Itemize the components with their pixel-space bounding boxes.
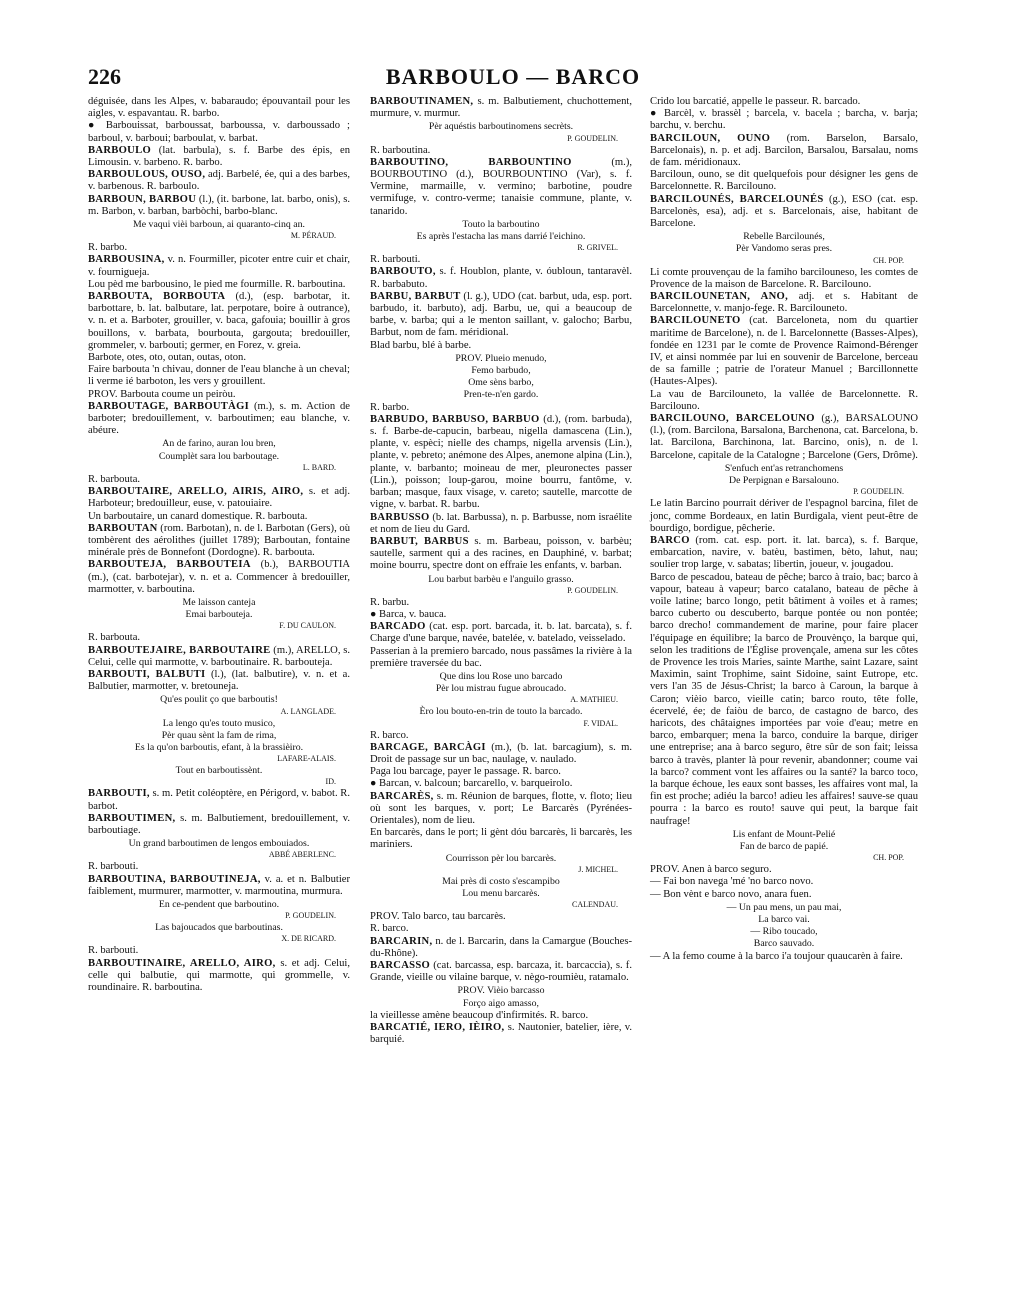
- entry-headword: BARBOUTAIRE, ARELLO, AIRIS, AIRO,: [88, 486, 304, 498]
- entry-headword: BARBU, BARBUT: [370, 290, 461, 302]
- dictionary-entry: [370, 1022, 632, 1046]
- quotation-line: — Ribo toucado,: [750, 926, 818, 938]
- quotation-line: Pèr quau sènt la fam de rima,: [161, 729, 277, 741]
- entry-definition: (l.), (lat. balbutire), v. n. et a. Balbutier, marmotter, v. bretouneja.: [88, 668, 350, 693]
- dictionary-entry: [650, 133, 918, 170]
- entry-headword: BARBOUTO,: [370, 266, 436, 278]
- entry-definition: En barcarès, dans le port; li gènt dóu barcarès, li barcarès, les mariniers.: [370, 827, 632, 851]
- entry-headword: BARBOUTIMEN,: [88, 812, 176, 824]
- entry-headword: BARCARÈS,: [370, 790, 434, 802]
- entry-text: [370, 923, 632, 935]
- dictionary-entry: [88, 169, 350, 193]
- entry-definition: R. barbu.: [370, 596, 410, 608]
- quotation-line: S'enfuch ent'as retranchomens: [724, 462, 844, 474]
- quotation-author: M. PÉRAUD.: [290, 231, 336, 241]
- quotation-line: Pèr Vandomo seras pres.: [735, 243, 833, 255]
- entry-definition: Paga lou barcage, payer le passage. R. barco.: [370, 766, 561, 778]
- entry-headword: BARBOUTEJAIRE, BARBOUTAIRE: [88, 644, 271, 656]
- dictionary-entry: [88, 813, 350, 837]
- entry-definition: Faire barbouta 'n chivau, donner de l'eau blanche à un cheval; li verme ié barboton, les vers y grouillent.: [88, 364, 350, 388]
- entry-definition: — Fai bon navega 'mé 'no barco novo.: [650, 876, 814, 888]
- entry-definition: (g.), ESO (cat. esp. Barcelonès, esa), adj. et s. Barcelonais, aise, habitant de Barcelone.: [650, 193, 918, 230]
- entry-text: [650, 389, 918, 413]
- entry-definition: Lou pèd me barbousino, le pied me fourmille. R. barboutina.: [88, 278, 346, 290]
- quotation-line: Un grand barboutimen de lengos embouiados.: [128, 838, 310, 850]
- quotation-author: P. GOUDELIN.: [853, 487, 904, 497]
- entry-definition: ● Barca, v. bauca.: [370, 608, 447, 620]
- entry-headword: BARBOUTA, BORBOUTA: [88, 291, 226, 303]
- quotation-line: Coumplèt sara lou barboutage.: [158, 450, 280, 462]
- entry-definition: R. barbouti.: [88, 945, 139, 957]
- entry-definition: PROV. Anen à barco seguro.: [650, 864, 772, 876]
- entry-definition: (l.), (it. barbone, lat. barbo, onis), s. m. Barbon, v. barban, barbòchi, barbo-blanc.: [88, 193, 350, 217]
- entry-definition: (cat. esp. port. barcada, it. b. lat. barcata), s. f. Charge d'une barque, navée, batelée, v. batelado, veisselado.: [370, 621, 632, 645]
- entry-text: [88, 389, 350, 401]
- quotation-line: Que dins lou Rose uno barcado: [439, 670, 563, 682]
- entry-text: [370, 340, 632, 352]
- quotation-line: PROV. Vièio barcasso: [457, 985, 545, 997]
- entry-headword: BARCILOUNO, BARCELOUNO: [650, 413, 815, 425]
- dictionary-entry: [370, 791, 632, 828]
- quotation-author: P. GOUDELIN.: [567, 133, 618, 143]
- entry-headword: BARCO: [650, 534, 690, 546]
- entry-definition: (d.), (esp. barbotar, it. barbottare, b. lat. balbutare, lat. perpotare, boire à outrance), v. n. et a. Barboter, grouiller, v. baca, gafouia; bouillir à gros bouillons, v. barbata, bourbouta, gargouta; bredouiller, grommeler, v. barbouti; germer, en Forez, v. greia.: [88, 291, 351, 351]
- entry-definition: (m.), BOURBOUTINO (d.), BOURBOUNTINO (Var), s. f. Vermine, marmaille, v. vermino; barbotine, poudre vermifuge, v. contro-verme; tanaisie commune, plante, v. tanarido.: [370, 156, 632, 217]
- entry-definition: Crido lou barcatié, appelle le passeur. R. barcado.: [650, 96, 861, 107]
- dictionary-entry: [88, 145, 350, 169]
- entry-definition: R. barbouta.: [88, 473, 141, 485]
- entry-definition: R. barbouti.: [88, 861, 139, 873]
- entry-definition: — A la femo coume à la barco i'a toujour quaucarèn à faire.: [650, 950, 903, 962]
- entry-definition: s. m. Balbutiement, bredouillement, v. barboutiage.: [88, 812, 350, 836]
- dictionary-entry: [370, 936, 632, 960]
- entry-definition: s. m. Petit coléoptère, en Périgord, v. babot. R. barbot.: [88, 788, 350, 812]
- entry-headword: BARBOULO: [88, 144, 152, 156]
- dictionary-entry: [370, 96, 632, 120]
- quotation-author: X. DE RICARD.: [281, 934, 336, 944]
- quotation-line: Touto la barboutino: [462, 218, 540, 230]
- entry-text: [370, 911, 632, 923]
- entry-text: [650, 96, 918, 108]
- quotation-line: Barco sauvado.: [753, 938, 815, 950]
- entry-text: [650, 889, 918, 901]
- entry-text: [88, 120, 350, 144]
- running-title: BARBOULO — BARCO: [385, 64, 641, 89]
- dictionary-entry: [370, 536, 632, 573]
- quotation-author: CALENDAU.: [572, 900, 618, 910]
- entry-definition: Barco de pescadou, bateau de pêche; barco à traio, bac; barco à vapour, bateau à vapeur; barco catalano, bateau de pêche à voile latine; barco longo, petit bâtiment à voiles et à rames; barco cuberto ou descuberto, barque pontée ou non pontée; barco drecho! commandement de marine, pour faire placer l'équipage en équilibre; la barco de Prouvènço, la barque qui, selon les traditions de l'Église provençale, amena sur les côtes de Provence les trois Maries, sainte Marthe, saint Lazare, saint Maximin, saint Trophime, saint Sidoine, saint Eutrope, etc. vers l'an 35 de Jésus-Christ; la barco à Caroun, la barque à Caron; vièio barco, vieille catin; barco routo, tête folle, écervelé, ée; de faiòu de barco, de castagno de barco, des haricots, des châtaignes importées par voie d'eau; metre en barco, embarquer; mena la barco, conduire la barque, diriger une entreprise; ana à barco seguro, être sûr de son fait; leissa barco à travès, planter là pour revenir, abandonner; coume vai la barco? comment vont les affaires ou la santé? la barco toco, la barque échoue, les eaux sont basses, les affaires vont mal, la fin est proche; adiéu la barco! adieu les affaires! sauve-se quau pourra : la barco es routo! sauve qui peut, la barque fait naufrage!: [650, 571, 918, 827]
- quotation-line: Rebelle Barcilounés,: [743, 231, 825, 243]
- entry-definition: (l. g.), UDO (cat. barbut, uda, esp. port. barbudo, it. barbuto), adj. Barbu, ue, qui a beaucoup de barbe, v. barba; qui a le menton saillant, v. galocho; Barbu, Barbut, nom de fam. méridional.: [370, 290, 632, 339]
- quotation-line: Courrisson pèr lou barcarès.: [445, 852, 557, 864]
- entry-definition: Barciloun, ouno, se dit quelquefois pour désigner les gens de Barcelonnette. R. Barcilouno.: [650, 169, 918, 193]
- entry-definition: n. de l. Barcarin, dans la Camargue (Bouches-du-Rhône).: [370, 935, 632, 959]
- quotation-line: Tout en barboutissènt.: [175, 765, 263, 777]
- entry-text: [88, 474, 350, 486]
- entry-headword: BARBUSSO: [370, 511, 430, 523]
- entry-headword: BARBOUTEJA, BARBOUTEIA: [88, 559, 251, 571]
- column-1: [88, 96, 350, 994]
- dictionary-entry: [370, 512, 632, 536]
- dictionary-entry: [88, 958, 350, 995]
- dictionary-entry: [88, 788, 350, 812]
- entry-definition: Un barboutaire, un canard domestique. R. barbouta.: [88, 510, 308, 522]
- quotation-line: PROV. Plueio menudo,: [455, 352, 547, 364]
- entry-headword: BARBOUTAGE, BARBOUTÀGI: [88, 400, 250, 412]
- entry-definition: (b.), BARBOUTIA (m.), (cat. barbotejar), v. n. et a. Commencer à bredouiller, marmotter, v. barboutina.: [88, 559, 351, 595]
- quotation-line: La lengo qu'es touto musico,: [162, 717, 276, 729]
- column-3: [650, 96, 918, 963]
- dictionary-entry: [650, 194, 918, 231]
- dictionary-entry: [88, 486, 350, 510]
- entry-definition: (m.), s. m. Action de barboter; bredouillement, v. barboutimen; eau blanche, v. abéure.: [88, 400, 350, 437]
- entry-definition: s. Nautonier, batelier, ière, v. barquié.: [370, 1022, 632, 1046]
- dictionary-entry: [88, 401, 350, 438]
- entry-definition: (cat. barcassa, esp. barcaza, it. barcaccia), s. f. Grande, vieille ou vilaine barque, v. nègo-roumièu, ratamalo.: [370, 960, 632, 984]
- dictionary-entry: [88, 194, 350, 218]
- dictionary-entry: [650, 315, 918, 388]
- quotation-author: ABBÉ ABERLENC.: [268, 850, 336, 860]
- page-header: [88, 64, 938, 94]
- dictionary-entry: [370, 960, 632, 984]
- quotation-line: Ome sèns barbo,: [468, 377, 534, 389]
- entry-text: [88, 352, 350, 364]
- quotation-line: — Un pau mens, un pau mai,: [726, 901, 842, 913]
- entry-definition: Blad barbu, blé à barbe.: [370, 339, 472, 351]
- entry-text: [370, 827, 632, 851]
- entry-headword: BARBUDO, BARBUSO, BARBUO: [370, 413, 540, 425]
- quotation-line: Es après l'estacha las mans darrié l'eichino.: [416, 231, 586, 243]
- entry-text: [650, 876, 918, 888]
- quotation-line: La barco vai.: [758, 914, 810, 925]
- entry-text: [650, 267, 918, 291]
- entry-text: [370, 646, 632, 670]
- quotation-line: Femo barbudo,: [471, 365, 531, 377]
- dictionary-entry: [650, 535, 918, 572]
- quotation-line: En ce-pendent que barboutino.: [158, 898, 280, 910]
- entry-definition: s. m. Balbutiement, chuchottement, murmure, v. murmur.: [370, 96, 632, 120]
- entry-definition: R. barbo.: [370, 401, 410, 413]
- entry-text: [650, 951, 918, 963]
- quotation-line: Fan de barco de papié.: [739, 840, 829, 852]
- entry-headword: BARCILOUNETO: [650, 315, 741, 327]
- quotation-line: Es la qu'on barboutis, efant, à la brassièiro.: [134, 741, 304, 753]
- entry-definition: Passerian à la premiero barcado, nous passâmes la rivière à la première traversée du bac.: [370, 645, 632, 669]
- dictionary-entry: [370, 414, 632, 512]
- dictionary-entry: [88, 254, 350, 278]
- entry-text: [88, 511, 350, 523]
- dictionary-entry: [370, 291, 632, 340]
- entry-definition: (rom. Barbotan), n. de l. Barbotan (Gers), où tombèrent des aérolithes (juillet 1789); Barboutan, fontaine minérale près de Bonnefont (Dordogne). R. barbouta.: [88, 522, 350, 559]
- entry-definition: Li comte prouvençau de la famiho barcilouneso, les comtes de Provence de la maison de Barcelone. R. Barcilouno.: [650, 266, 918, 290]
- quotation-line: Las bajoucados que barboutinas.: [155, 922, 283, 934]
- entry-definition: Le latin Barcino pourrait dériver de l'espagnol barcina, filet de jonc, comme Bordeaux, en latin Burdigala, vient peut-être de bourdigo, bordigue, pêcherie.: [650, 498, 918, 534]
- dictionary-entry: [88, 645, 350, 669]
- entry-headword: BARCILOUN, OUNO: [650, 132, 771, 144]
- entry-definition: R. barco.: [370, 923, 409, 935]
- entry-text: [370, 597, 632, 609]
- entry-headword: BARCAGE, BARCÀGI: [370, 741, 486, 753]
- quotation-line: Lou menu barcarès.: [462, 887, 540, 899]
- dictionary-entry: [370, 157, 632, 218]
- column-2: [370, 96, 632, 1046]
- entry-headword: BARBUT, BARBUS: [370, 535, 469, 547]
- quotation-author: R. GRIVEL.: [577, 243, 618, 253]
- entry-text: [370, 402, 632, 414]
- quotation-line: An de farino, auran lou bren,: [162, 438, 276, 450]
- entry-definition: ● Barcèl, v. brassèl ; barcela, v. bacela ; barcha, v. barja; barchu, v. berchu.: [650, 108, 918, 132]
- quotation-author: CH. POP.: [873, 255, 904, 265]
- entry-text: [370, 145, 632, 157]
- quotation-author: P. GOUDELIN.: [285, 911, 336, 921]
- entry-definition: Barbote, otes, oto, outan, outas, oton.: [88, 352, 247, 364]
- entry-headword: BARCILOUNETAN, ANO,: [650, 291, 789, 303]
- entry-definition: s. f. Houblon, plante, v. óubloun, tantaravèl. R. barbabuto.: [370, 266, 632, 290]
- entry-text: [650, 169, 918, 193]
- dictionary-entry: [88, 523, 350, 560]
- quotation-author: CH. POP.: [873, 853, 904, 863]
- entry-definition: la vieillesse amène beaucoup d'infirmités. R. barco.: [370, 1009, 589, 1021]
- entry-definition: R. barco.: [370, 729, 409, 741]
- entry-definition: R. barboutina.: [370, 144, 431, 156]
- page-number: 226: [88, 64, 121, 89]
- entry-headword: BARCARIN,: [370, 935, 433, 947]
- quotation-author: L. BARD.: [302, 462, 336, 472]
- entry-definition: s. m. Réunion de barques, flotte, v. floto; lieu où sont les barques, v. port; Le Barcarès (Pyrénées-Orientales), nom de lieu.: [370, 790, 632, 826]
- entry-definition: ● Barbouissat, barboussat, barboussa, v. darboussado ; barboul, v. barboui; barboulat, v. barbat.: [88, 120, 350, 144]
- entry-definition: adj. Barbelé, ée, qui a des barbes, v. barbenous. R. barboulo.: [88, 169, 350, 193]
- entry-definition: R. barbo.: [88, 242, 128, 254]
- quotation-line: Pèr lou mistrau fugue abroucado.: [435, 683, 567, 695]
- entry-text: [650, 108, 918, 132]
- entry-definition: (rom. Barselon, Barsalo, Barcelonais), n. p. et adj. Barcilon, Barsalou, Barsalau, noms de fam. méridionaux.: [650, 132, 918, 169]
- quotation-author: LAFARE-ALAIS.: [277, 754, 336, 764]
- entry-definition: v. a. et n. Balbutier faiblement, murmurer, marmotter, v. marmoutina, murmura.: [88, 873, 350, 897]
- dictionary-entry: [88, 874, 350, 898]
- entry-definition: déguisée, dans les Alpes, v. babaraudo; épouvantail pour les aigles, v. espavantau. R. barbo.: [88, 96, 350, 120]
- entry-definition: (rom. cat. esp. port. it. lat. barca), s. f. Barque, embarcation, navire, v. batèu, bastimen, bèto, lahut, nau; soulier trop large, v. sabatas; libertin, joueur, v. jougadou.: [650, 534, 918, 571]
- entry-headword: BARBOUTINA, BARBOUTINEJA,: [88, 873, 261, 885]
- quotation-line: Forço aigo amasso,: [463, 997, 539, 1009]
- entry-text: [370, 766, 632, 778]
- dictionary-entry: [650, 413, 918, 462]
- dictionary-entry: [650, 291, 918, 315]
- quotation-line: Èro lou bouto-en-trin de touto la barcado.: [419, 706, 583, 718]
- entry-headword: BARBOUTI,: [88, 788, 150, 800]
- entry-text: [370, 254, 632, 266]
- entry-headword: BARCADO: [370, 621, 426, 633]
- dictionary-entry: [370, 266, 632, 290]
- quotation-author: F. DU CAULON.: [279, 621, 336, 631]
- entry-definition: (d.), (rom. barbuda), s. f. Barbe-de-capucin, barbeau, nigella damascena (Lin.), plante, v. espèci; nielle des champs, nigella arvensis (Lin.), plante, v. pebreto; anémone des Alpes, anemone alpina (Lin.), plante, v. barbanto; moineau de mer, pleuronectes passer (Lin.), poisson; loup-garou, moine bourru, fantôme, v. barban; masque, faux visage, v. careto; sautelle, marcotte de vigne, v. barbat. R. barbu.: [370, 413, 633, 511]
- entry-text: [370, 730, 632, 742]
- entry-text: [88, 364, 350, 388]
- entry-headword: BARCASSO: [370, 960, 431, 971]
- entry-definition: adj. et s. Habitant de Barcelonnette, v. manjo-fege. R. Barcilouneto.: [650, 291, 918, 315]
- entry-definition: PROV. Barbouta coume un peiròu.: [88, 388, 236, 400]
- entry-text: [650, 498, 918, 535]
- entry-definition: PROV. Talo barco, tau barcarès.: [370, 911, 506, 923]
- entry-headword: BARBOUTI, BALBUTI: [88, 668, 206, 680]
- entry-text: [88, 632, 350, 644]
- quotation-line: Pren-te-n'en gardo.: [463, 389, 539, 401]
- entry-text: [88, 945, 350, 957]
- dictionary-entry: [88, 669, 350, 693]
- entry-text: [88, 861, 350, 873]
- dictionary-entry: [370, 621, 632, 645]
- entry-text: [650, 864, 918, 876]
- entry-text: [370, 1010, 632, 1022]
- entry-definition: (m.), (b. lat. barcagium), s. m. Droit de passage sur un bac, naulage, v. naulado.: [370, 741, 632, 765]
- dictionary-entry: [370, 742, 632, 766]
- quotation-line: Pèr aquéstis barboutinomens secrèts.: [428, 121, 574, 133]
- quotation-author: P. GOUDELIN.: [567, 585, 618, 595]
- entry-definition: (m.), ARELLO, s. Celui, celle qui marmotte, v. barboutinaire. R. barbouteja.: [88, 644, 351, 668]
- entry-definition: (cat. Barceloneta, nom du quartier maritime de Barcelone), n. de l. Barcelonnette (Basses-Alpes), fondée en 1231 par le comte de Provence Raimond-Bérenger IV, et ainsi nommée par lui en souvenir de Barcelone, berceau de sa famille ; patrie de l'orateur Manuel ; Barcillonnette (Hautes-Alpes).: [650, 315, 918, 388]
- entry-headword: BARCATIÉ, IERO, IÈIRO,: [370, 1022, 505, 1034]
- quotation-line: De Perpignan e Barsalouno.: [729, 475, 839, 487]
- quotation-line: Mai près di costo s'escampibo: [442, 875, 560, 887]
- entry-text: [88, 242, 350, 254]
- quotation-author: F. VIDAL.: [583, 718, 618, 728]
- quotation-author: J. MICHEL.: [578, 864, 618, 874]
- entry-headword: BARBOUTINO, BARBOUNTINO: [370, 156, 572, 168]
- quotation-line: Emai barbouteja.: [185, 609, 253, 621]
- entry-definition: R. barbouti.: [370, 254, 421, 266]
- quotation-line: Lou barbut barbèu e l'anguilo grasso.: [428, 573, 574, 585]
- entry-headword: BARBOUTAN: [88, 522, 158, 534]
- quotation-line: Lis enfant de Mount-Pelié: [732, 828, 836, 840]
- entry-text: [88, 279, 350, 291]
- entry-definition: — Bon vènt e barco novo, anara fuen.: [650, 888, 812, 900]
- entry-definition: v. n. Fourmiller, picoter entre cuir et chair, v. fournigueja.: [88, 254, 350, 278]
- quotation-line: Me vaqui vièi barboun, ai quaranto-cinq an.: [133, 219, 305, 231]
- quotation-line: Me laisson canteja: [182, 596, 256, 608]
- entry-definition: La vau de Barcilouneto, la vallée de Barcelonnette. R. Barcilouno.: [650, 388, 918, 412]
- quotation-author: A. LANGLADE.: [280, 706, 336, 716]
- entry-headword: BARBOUN, BARBOU: [88, 193, 197, 205]
- dictionary-entry: [88, 559, 350, 596]
- entry-headword: BARCILOUNÉS, BARCELOUNÉS: [650, 193, 824, 205]
- entry-definition: (g.), BARSALOUNO (l.), (rom. Barcilona, Barsalona, Barchenona, cat. Barcelona, b. lat. Barcilona, Barchinona, lat. Barcino, onis), n. de l. Barcelone, capitale de la Catalogne ; Barcelone (Gers, Drôme).: [650, 413, 918, 461]
- entry-definition: s. m. Barbeau, poisson, v. barbèu; sautelle, sarment qui a des racines, en Dauphiné, v. barbat; moine bourru, spectre dont on effraie les enfants, v. barban.: [370, 535, 632, 572]
- entry-headword: BARBOUTINAMEN,: [370, 96, 474, 107]
- quotation-line: Qu'es poulit ço que barboutis!: [160, 694, 278, 706]
- entry-definition: R. barbouta.: [88, 632, 141, 644]
- quotation-author: A. MATHIEU.: [570, 695, 618, 705]
- entry-text: [650, 572, 918, 828]
- entry-text: [88, 96, 350, 120]
- dictionary-entry: [88, 291, 350, 352]
- entry-definition: s. et adj. Harboteur; bredouilleur, euse, v. patouiaire.: [88, 486, 350, 510]
- entry-definition: s. et adj. Celui, celle qui balbutie, qui marmotte, qui grommelle, v. roundinaire. R. barboutina.: [88, 957, 351, 993]
- entry-definition: (b. lat. Barbussa), n. p. Barbusse, nom israélite et nom de lieu du Gard.: [370, 511, 632, 535]
- entry-text: [370, 609, 632, 621]
- entry-definition: ● Barcan, v. balcoun; barcarello, v. barqueirolo.: [370, 778, 573, 790]
- entry-headword: BARBOUSINA,: [88, 254, 165, 266]
- entry-definition: (lat. barbula), s. f. Barbe des épis, en Limousin. v. barbeno. R. barbo.: [88, 144, 350, 169]
- entry-headword: BARBOUTINAIRE, ARELLO, AIRO,: [88, 957, 276, 969]
- entry-text: [370, 778, 632, 790]
- quotation-author: ID.: [325, 777, 336, 787]
- entry-headword: BARBOULOUS, OUSO,: [88, 169, 206, 181]
